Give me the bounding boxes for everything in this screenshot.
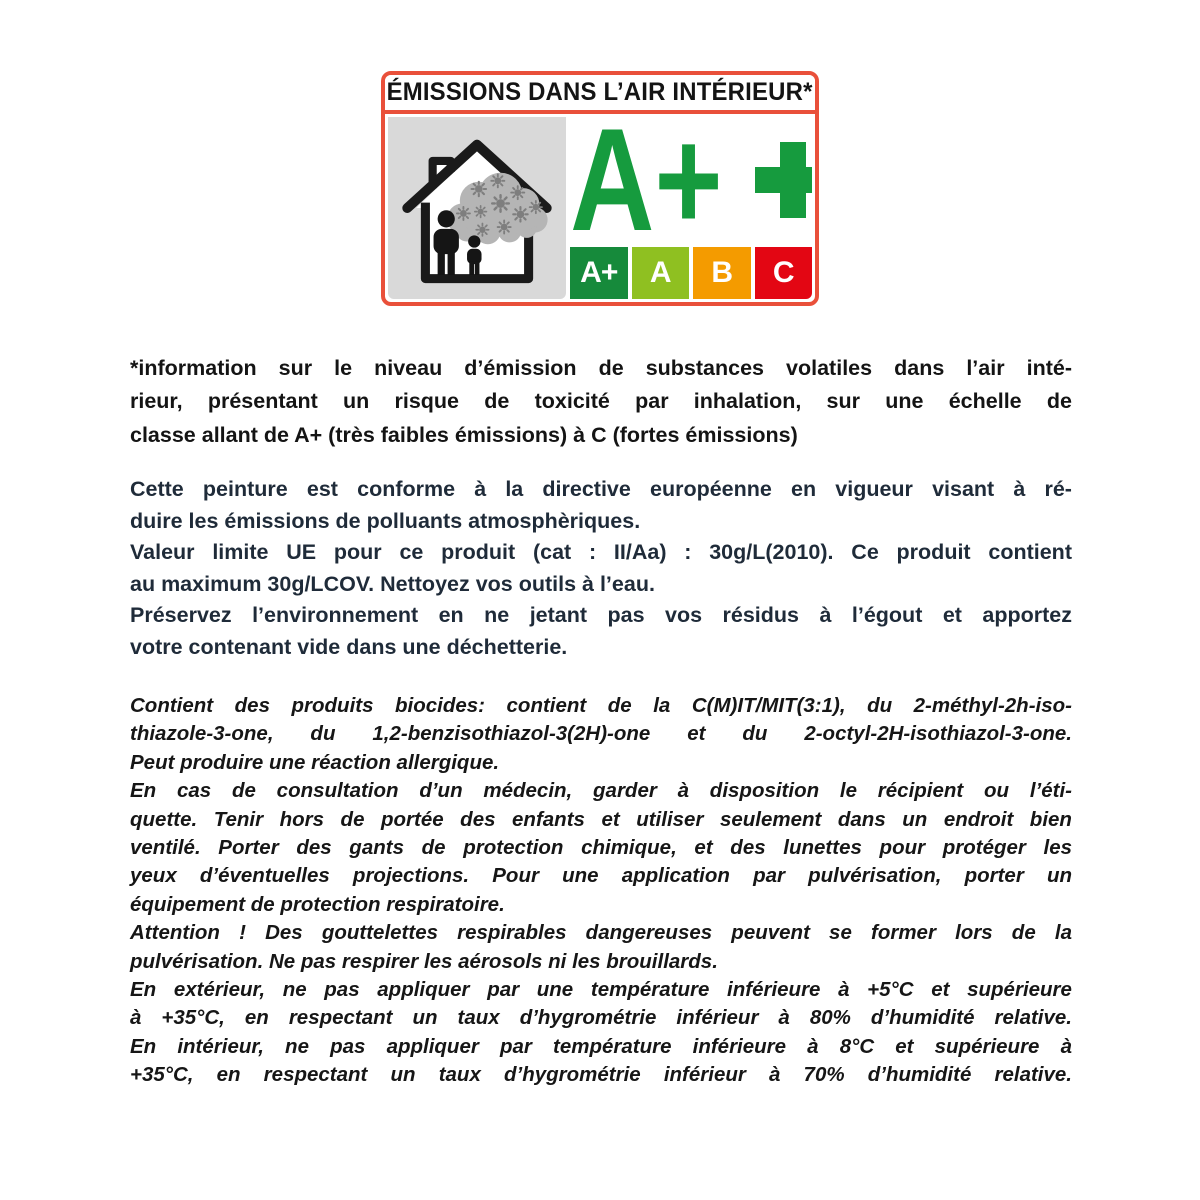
safety-paragraph	[130, 692, 1072, 1090]
text-line: à +35°C, en respectant un taux d’hygrométrie inférieur à 80% d’humidité relative.	[130, 1006, 1073, 1030]
text-line: pulvérisation. Ne pas respirer les aérosols ni les brouillards.	[130, 949, 718, 973]
text-line: équipement de protection respiratoire.	[130, 892, 505, 916]
text-line: ventilé. Porter des gants de protection chimique, et des lunettes pour protéger les	[130, 836, 1073, 860]
plus-icon	[755, 142, 812, 218]
text-line: Peut produire une réaction allergique.	[130, 750, 500, 774]
house-indoor-air-pollution-icon	[391, 117, 563, 299]
text-line: Contient des produits biocides: contient de la C(M)IT/MIT(3:1), du 2-méthyl-2h-iso-	[130, 694, 1072, 717]
scale-cell-a: A	[632, 247, 690, 299]
text-line: Valeur limite UE pour ce produit (cat : II/Aa) : 30g/L(2010). Ce produit contient	[130, 540, 1072, 565]
scale-cell-aplus: A+	[570, 247, 628, 299]
badge-rating-panel	[570, 117, 812, 299]
text-line: classe allant de A+ (très faibles émissions) à C (fortes émissions)	[130, 422, 798, 447]
scale-cell-c: C	[755, 247, 813, 299]
text-line: Attention ! Des gouttelettes respirables dangereuses peuvent se former lors de la	[130, 921, 1072, 945]
emissions-badge	[381, 71, 819, 306]
scale-cell-b: B	[693, 247, 751, 299]
text-line: thiazole-3-one, du 1,2-benzisothiazol-3(2H)-one et du 2-octyl-2H-isothiazol-3-one.	[130, 722, 1072, 746]
rating-scale	[570, 247, 812, 299]
text-line: Préservez l’environnement en ne jetant pas vos résidus à l’égout et apportez	[130, 603, 1072, 628]
text-line: En extérieur, ne pas appliquer par une température inférieure à +5°C et supérieure	[130, 978, 1072, 1002]
text-line: En cas de consultation d’un médecin, garder à disposition le récipient ou l’éti-	[130, 779, 1072, 803]
badge-title-text: ÉMISSIONS DANS L’AIR INTÉRIEUR*	[387, 78, 814, 106]
text-line: votre contenant vide dans une déchetterie.	[130, 634, 568, 659]
text-line: En intérieur, ne pas appliquer par température inférieure à 8°C et supérieure à	[130, 1034, 1072, 1058]
rating-letter: A+	[570, 117, 723, 243]
text-line: yeux d’éventuelles projections. Pour une application par pulvérisation, porter un	[130, 864, 1072, 888]
text-line: duire les émissions de polluants atmosphèriques.	[130, 508, 641, 533]
text-line: Cette peinture est conforme à la directive européenne en vigueur visant à ré-	[130, 477, 1072, 501]
text-line: quette. Tenir hors de portée des enfants et utiliser seulement dans un endroit bien	[130, 807, 1072, 831]
regulatory-paragraph	[130, 474, 1072, 664]
text-line: rieur, présentant un risque de toxicité par inhalation, sur une échelle de	[130, 389, 1072, 414]
text-line: +35°C, en respectant un taux d’hygrométrie inférieur à 70% d’humidité relative.	[130, 1063, 1072, 1087]
badge-body	[385, 114, 815, 302]
footnote-paragraph	[130, 352, 1072, 452]
badge-title	[385, 75, 815, 114]
badge-icon-panel	[388, 117, 566, 299]
text-line: *information sur le niveau d’émission de substances volatiles dans l’air inté-	[130, 356, 1072, 380]
rating-area	[570, 117, 812, 243]
text-line: au maximum 30g/LCOV. Nettoyez vos outils à l’eau.	[130, 571, 655, 596]
